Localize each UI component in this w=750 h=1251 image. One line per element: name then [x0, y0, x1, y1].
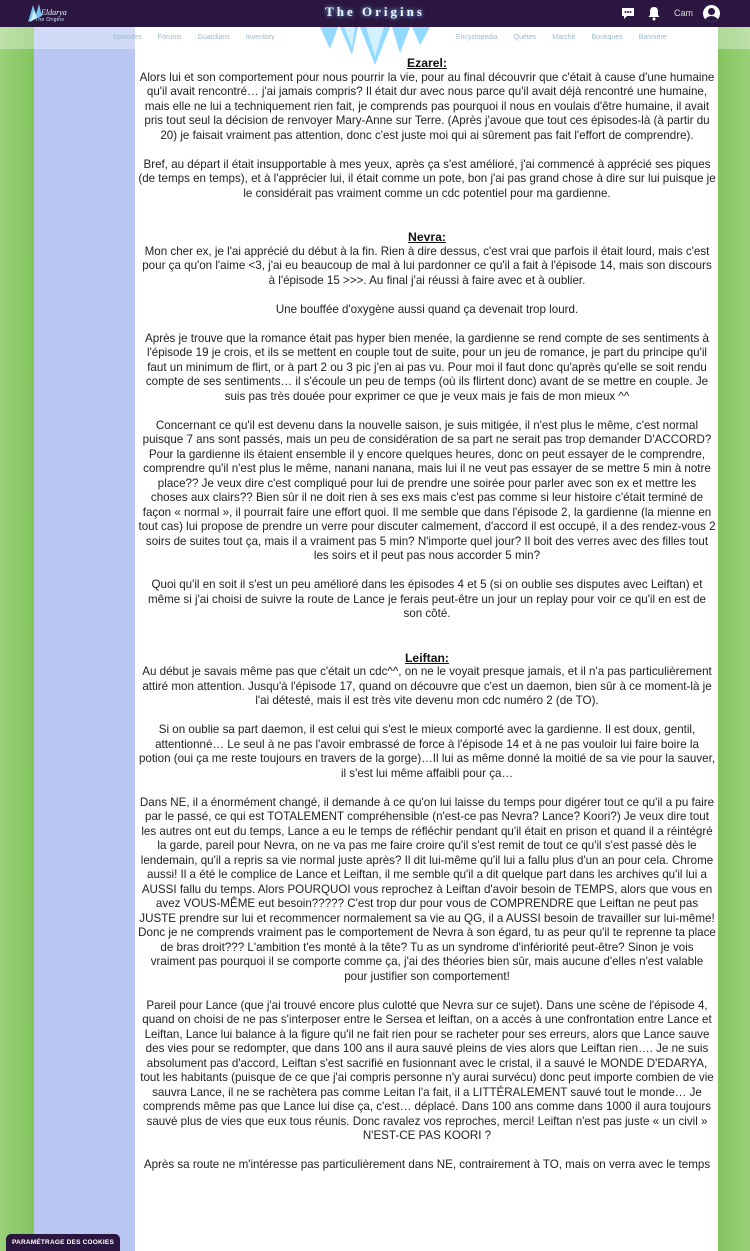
nav-item[interactable]: Guardians — [197, 34, 230, 41]
nav-item[interactable]: Boutiques — [591, 34, 623, 41]
forum-sidebar — [34, 27, 135, 1251]
chat-icon[interactable] — [620, 5, 636, 21]
nav-item[interactable]: Encyclopedia — [456, 34, 498, 41]
post-paragraph: Pareil pour Lance (que j'ai trouvé encore plus culotté que Nevra sur ce sujet). Dans une scène de l'épisode 4, quand on choisi de ne pas s'interposer entre le Sersea et leiftan, on a accès à une confrontation entre Lance et Leiftan, Lance lui balance à la figure qu'il ne fait rien pour se racheter pour ses erreurs, alors que Lance sauve des vies pour se redompter, que dans 100 ans il aura sauvé pleins de vies alors que Leiftan rien…. Je ne suis absolument pas d'accord, Leiftan s'est sacrifié en fusionnant avec le cristal, il a sauvé le MONDE D'EDARYA, tout les habitants (puisque de ce que j'ai compris personne n'y aurai survécu) donc peut importe combien de vie sauvra Lance, il ne se rachètera pas comme Leitan l'a fait, il a LITTÉRALEMENT sauvé tout le monde… Je comprends même pas que Lance lui dise ça, c'est… déplacé. Dans 100 ans comme dans 1000 il aura toujours sauvé plus de vies que eux tous réunis. Donc ravalez vos reproches, merci! Leiftan n'est pas juste « un civil » N'EST-CE PAS KOORI ? — [140, 998, 714, 1142]
post-paragraph: Alors lui et son comportement pour nous pourrir la vie, pour au final découvrir que c'était à cause d'une humaine qu'il avait rencontré… j'ai jamais compris? Il était dur avec nous parce qu'il avait déjà rencontré une humaine, mais elle ne lui a techniquement rien fait, je comprends pas pourquoi il nous en voulais d'être humaine, il avait pris tout seul la décision de renvoyer Mary-Anne sur Terre. (Après j'avoue que tout ces épisodes-là (à partir du 20) je faisait vraiment pas attention, donc c'est juste moi qui ai sûrement pas fait l'effort de comprendre). — [139, 70, 715, 142]
user-name[interactable]: Cam — [673, 8, 693, 18]
post-paragraph: Quoi qu'il en soit il s'est un peu amélioré dans les épisodes 4 et 5 (si on oublie ses disputes avec Leiftan) et même si j'ai choisi de suivre la route de Lance je ferais peut-être un jour un replay pour voir ce qu'il en est de son côté. — [147, 578, 706, 620]
top-bar — [0, 0, 750, 27]
nav-left — [113, 34, 291, 41]
section-title-nevra: Nevra: — [408, 230, 446, 244]
nav-item[interactable]: Bannière — [638, 34, 667, 41]
post-paragraph: Mon cher ex, je l'ai apprécié du début à la fin. Rien à dire dessus, c'est vrai que parfois il était lourd, mais c'est pour ça qu'on l'aime <3, j'ai eu beaucoup de mal à lui pardonner ce qu'il a fait à l'épisode 14, mais son discours à l'épisode 15 >>>. Au final j'ai réussi à faire avec et à oublier. — [142, 244, 712, 287]
nav-right — [456, 34, 683, 41]
post-paragraph: Concernant ce qu'il est devenu dans la nouvelle saison, je suis mitigée, il n'est plus le même, c'est normal puisque 7 ans sont passés, mais un peu de considération de sa part ne serait pas trop demander D'ACCORD? Pour la gardienne ils étaient ensemble il y encore quelques heures, donc on peut essayer de le comprendre, comprendre qu'il n'est plus le même, nanani nanana, mais lui il ne veut pas essayer de se mettre 5 min à notre place?? Je veux dire c'est compliqué pour lui de prendre une soirée pour parler avec son ex et mettre les choses aux clairs?? Bien sûr il ne doit rien à ses exs mais c'est pas comme si leur histoire c'était terminé de façon « normal », il pourrait faire une effort quoi. Il me semble que dans l'épisode 2, la gardienne (la mienne en tout cas) lui propose de prendre un verre pour discuter calmement, d'accord il est occupé, il a des rendez-vous 2 soirs de suites tout ça, mais il a vraiment pas 5 min? N'importe quel jour? Il boit des verres avec des filles tout les soirs et il peut pas nous accorder 5 min? — [138, 418, 716, 562]
nav-item[interactable]: Marché — [552, 34, 576, 41]
cookie-settings-button[interactable]: PARAMÉTRAGE DES COOKIES — [6, 1234, 120, 1251]
avatar-icon[interactable] — [703, 5, 720, 22]
logo-text: Eldarya — [41, 8, 67, 17]
nav-item[interactable]: Inventory — [245, 34, 275, 41]
nav-item[interactable]: Episodes — [113, 34, 142, 41]
post-paragraph: Bref, au départ il était insupportable à mes yeux, après ça s'est amélioré, j'ai commencé à apprécié ses piques (de temps en temps), et à l'apprécier lui, il était comme un pote, bon j'ai pas grand chose à dire sur lui puisque je le considérait pas vraiment comme un cdc potentiel pour ma gardienne. — [138, 157, 716, 200]
section-title-ezarel: Ezarel: — [407, 56, 447, 70]
post-paragraph: Si on oublie sa part daemon, il est celui qui s'est le mieux comporté avec la gardienne. Il est doux, gentil, attentionné… Le seul à ne pas l'avoir embrassé de force à l'épisode 14 et à ne pas vouloir lui faire boire la potion (oui ça me reste toujours en travers de la gorge)…Il lui as même donné la moitié de sa vie pour la sauver, il s'est lui même affaibli pour ça… — [138, 723, 716, 780]
nav-item[interactable]: Forums — [157, 34, 182, 41]
post-paragraph: Au début je savais même pas que c'était un cdc^^, on ne le voyait presque jamais, et il n'a pas particulièrement attiré mon attention. Jusqu'à l'épisode 17, quand on découvre que c'est un daemon, bien sûr à ce moment-là je l'ai détesté, mais il est très vite devenu mon cdc numéro 2 (de TO). — [142, 665, 712, 707]
post-paragraph: Dans NE, il a énormément changé, il demande à ce qu'on lui laisse du temps pour digérer tout ce qu'il a pu faire par le passé, ce qui est TOTALEMENT compréhensible (n'est-ce pas Nevra? Lance? Koori?) Je veux dire tout les autres ont eut du temps, Lance a eu le temps de réfléchir pendant qu'il était en prison et quand il a réintégré la garde, pareil pour Nevra, on ne va pas me faire croire qu'il s'est remit de tout ce qu'il s'est passé dès le lendemain, qu'il a repris sa vie normal juste après? Il dit lui-même qu'il lui a fallu plus d'un an pour cela. Chrome aussi! Il a été le complice de Lance et Leiftan, il me semble qu'il a dit quelque part dans les archives qu'il lui a AUSSI fallu du temps. Alors POURQUOI vous reprochez à Leiftan d'avoir besoin de TEMPS, alors que vous en avez VOUS-MÊME eut besoin????? C'est trop dur pour vous de COMPRENDRE que Leiftan ne peut pas JUSTE prendre sur lui et recommencer normalement sa vie au QG, il a AUSSI besoin de travailler sur lui-même! Donc je ne comprends vraiment pas le comportement de Nevra à son égard, tu as peur qu'il te reprenne ta place de bras droit??? L'ambition t'es monté à la tête? Tu as un syndrome d'infériorité peut-être? Sinon je vois vraiment pas pourquoi il se comporte comme ça, j'ai des théories bien sûr, mais aucune d'elles n'est valable pour justifier son comportement! — [138, 795, 716, 983]
post-paragraph: Après je trouve que la romance était pas hyper bien menée, la gardienne se rend compte de ses sentiments à l'épisode 19 je crois, et ils se mettent en couple tout de suite, pour un jeu de romance, je part du principe qu'il faut un minimum de flirt, or à part 2 ou 3 pic j'en ai pas vu. Pour moi il faut donc qu'après qu'elle se soit rendu compte de ses sentiments… il s'écoule un peu de temps (où ils flirtent donc) avant de se mettre en couple. Je suis pas très douée pour exprimer ce que je veux mais je fais de mon mieux ^^ — [145, 331, 709, 403]
post-paragraph: Après sa route ne m'intéresse pas particulièrement dans NE, contrairement à TO, mais on verra avec le temps — [143, 1158, 711, 1171]
site-title: The Origins — [325, 4, 425, 19]
forum-post-body — [138, 56, 716, 1187]
bell-icon[interactable] — [646, 5, 662, 21]
top-icons — [620, 4, 720, 22]
logo-tagline: The Origins — [35, 17, 65, 23]
nav-band — [0, 27, 750, 49]
nav-item[interactable]: Quêtes — [513, 34, 537, 41]
post-paragraph: Une bouffée d'oxygène aussi quand ça devenait trop lourd. — [275, 302, 579, 316]
section-title-leiftan: Leiftan: — [404, 650, 449, 665]
